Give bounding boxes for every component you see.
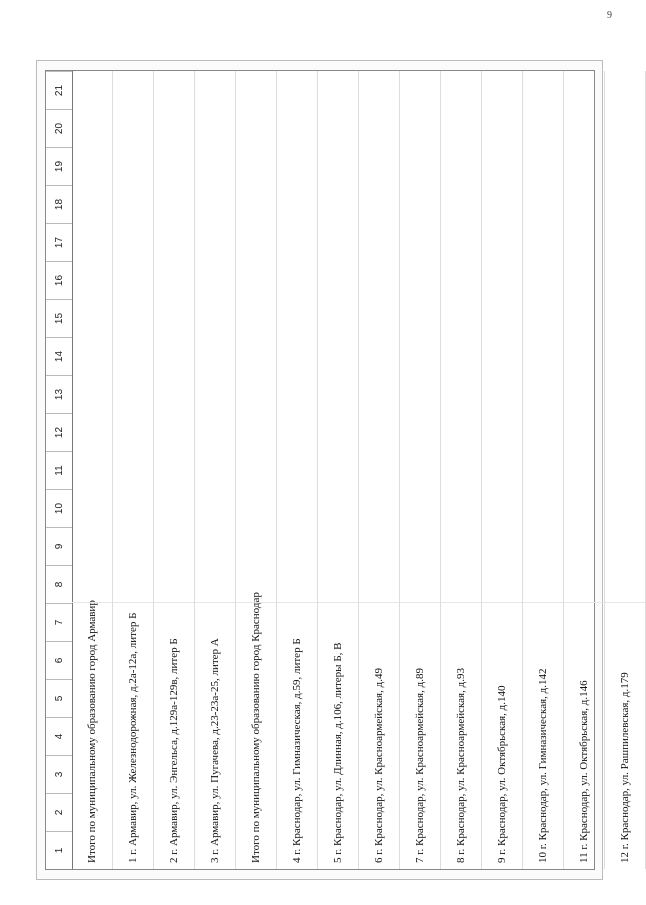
table-row-cells (236, 71, 276, 603)
table-row (154, 71, 195, 869)
table-header-col-16: 16 (46, 261, 72, 299)
table-row-label: 8 г. Краснодар, ул. Красноармейская, д.93 (454, 668, 467, 863)
table-row (318, 71, 359, 869)
table-row (400, 71, 441, 869)
table-row (605, 71, 646, 869)
table-row-cells (564, 71, 604, 603)
table-header-col-12: 12 (46, 413, 72, 451)
table-header-col-21: 21 (46, 71, 72, 109)
table-row-cells (359, 71, 399, 603)
table-row (482, 71, 523, 869)
table-row-cells (113, 71, 153, 603)
rotated-table-image (45, 70, 631, 870)
table-header-col-8: 8 (46, 565, 72, 603)
table-header-col-18: 18 (46, 185, 72, 223)
scanned-document-page (36, 60, 631, 880)
table-row-label: 2 г. Армавир, ул. Энгельса, д.129а-129в, литер Б (167, 638, 180, 863)
table-row-cells (72, 71, 112, 603)
table-row-label: Итого по муниципальному образованию город Армавир (85, 600, 98, 863)
table-header (46, 71, 73, 869)
table-row-cells (441, 71, 481, 603)
table-header-col-7: 7 (46, 603, 72, 641)
table-body (72, 71, 631, 869)
table-row-label: 11 г. Краснодар, ул. Октябрьская, д.146 (577, 680, 590, 863)
table-header-col-1: 1 (46, 831, 72, 869)
table-header-col-3: 3 (46, 755, 72, 793)
table-row-label: 5 г. Краснодар, ул. Длинная, д.106, литеры Б, В (331, 642, 344, 863)
table-header-col-13: 13 (46, 375, 72, 413)
table-header-col-14: 14 (46, 337, 72, 375)
table-header-col-9: 9 (46, 527, 72, 565)
table-header-col-6: 6 (46, 641, 72, 679)
table-header-col-17: 17 (46, 223, 72, 261)
table-header-col-20: 20 (46, 109, 72, 147)
table-row-label: 4 г. Краснодар, ул. Гимназическая, д.59, литер Б (290, 638, 303, 863)
table-row (277, 71, 318, 869)
table-header-col-2: 2 (46, 793, 72, 831)
table-header-col-5: 5 (46, 679, 72, 717)
table-row (113, 71, 154, 869)
table-row-label: 10 г. Краснодар, ул. Гимназическая, д.142 (536, 668, 549, 863)
table-header-col-4: 4 (46, 717, 72, 755)
table-row (359, 71, 400, 869)
table-row (441, 71, 482, 869)
table-header-col-19: 19 (46, 147, 72, 185)
table-row-label: 1 г. Армавир, ул. Железнодорожная, д.2а-12а, литер Б (126, 612, 139, 863)
table-row-cells (277, 71, 317, 603)
table-header-col-15: 15 (46, 299, 72, 337)
table-row-cells (318, 71, 358, 603)
table-row-label: 12 г. Краснодар, ул. Рашпилевская, д.179 (618, 672, 631, 863)
table-header-col-10: 10 (46, 489, 72, 527)
table-row (195, 71, 236, 869)
table-row-cells (195, 71, 235, 603)
table-row-label: 7 г. Краснодар, ул. Красноармейская, д.89 (413, 668, 426, 863)
table-row-label: Итого по муниципальному образованию город Краснодар (249, 592, 262, 863)
table-row-cells (400, 71, 440, 603)
table-row-cells (154, 71, 194, 603)
table-row-cells (605, 71, 645, 603)
table-row (564, 71, 605, 869)
page-number: 9 (607, 10, 612, 21)
table-row (523, 71, 564, 869)
table-header-col-11: 11 (46, 451, 72, 489)
table-row-label: 9 г. Краснодар, ул. Октябрьская, д.140 (495, 685, 508, 863)
table-row (236, 71, 277, 869)
table-row-cells (523, 71, 563, 603)
table-row (72, 71, 113, 869)
table-row-cells (482, 71, 522, 603)
table-row-label: 6 г. Краснодар, ул. Красноармейская, д.49 (372, 668, 385, 863)
table-row-label: 3 г. Армавир, ул. Пугачева, д.23-23а-25, литер А (208, 638, 221, 863)
